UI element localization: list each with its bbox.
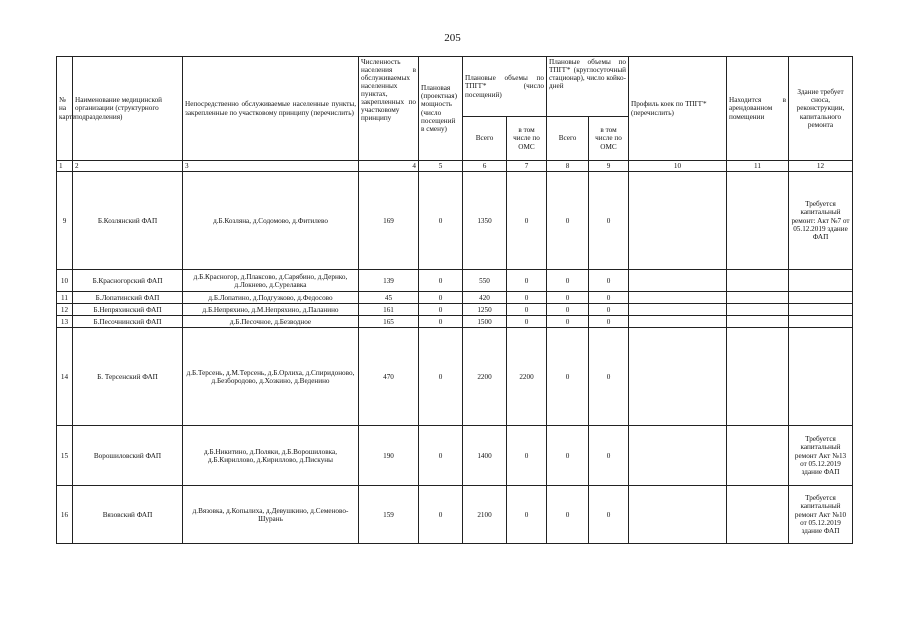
cell-beds-total: 0	[547, 328, 589, 426]
column-number: 11	[727, 161, 789, 172]
cell-population: 45	[359, 292, 419, 304]
cell-organization-name: Б.Лопатинский ФАП	[73, 292, 183, 304]
cell-building-repair: Требуется капитальный ремонт: Акт №7 от 05.12.2019 здание ФАП	[789, 172, 853, 270]
cell-rented-premises	[727, 316, 789, 328]
cell-map-number: 12	[57, 304, 73, 316]
cell-population: 139	[359, 270, 419, 292]
cell-rented-premises	[727, 270, 789, 292]
cell-building-repair	[789, 270, 853, 292]
cell-beds-total: 0	[547, 486, 589, 544]
cell-beds-oms: 0	[589, 486, 629, 544]
cell-visits-oms: 0	[507, 316, 547, 328]
cell-rented-premises	[727, 304, 789, 316]
header-served-points: Непосредственно обслуживаемые населенные пункты, закрепленные по участковому принципу (перечислить)	[183, 57, 359, 161]
cell-bed-profile	[629, 486, 727, 544]
cell-visits-oms: 0	[507, 304, 547, 316]
cell-planned-capacity: 0	[419, 316, 463, 328]
column-number: 7	[507, 161, 547, 172]
cell-visits-oms: 0	[507, 426, 547, 486]
column-number: 4	[359, 161, 419, 172]
cell-building-repair	[789, 304, 853, 316]
cell-building-repair	[789, 292, 853, 304]
cell-beds-total: 0	[547, 426, 589, 486]
cell-map-number: 9	[57, 172, 73, 270]
table-row	[57, 270, 853, 292]
header-map-number: № на карте	[57, 57, 73, 161]
cell-visits-oms: 0	[507, 292, 547, 304]
cell-visits-total: 1250	[463, 304, 507, 316]
page-number: 205	[444, 32, 461, 44]
cell-building-repair	[789, 316, 853, 328]
column-number: 12	[789, 161, 853, 172]
table-row	[57, 172, 853, 270]
cell-visits-oms: 0	[507, 270, 547, 292]
cell-visits-total: 2100	[463, 486, 507, 544]
cell-visits-oms: 0	[507, 172, 547, 270]
cell-organization-name: Б. Терсенский ФАП	[73, 328, 183, 426]
cell-beds-total: 0	[547, 270, 589, 292]
cell-population: 190	[359, 426, 419, 486]
header-organization-name: Наименование медицинской организации (структурного подразделения)	[73, 57, 183, 161]
cell-served-points: д.Б.Песочное, д.Безводное	[183, 316, 359, 328]
cell-beds-oms: 0	[589, 426, 629, 486]
table-row	[57, 328, 853, 426]
cell-population: 161	[359, 304, 419, 316]
cell-rented-premises	[727, 292, 789, 304]
cell-beds-total: 0	[547, 316, 589, 328]
cell-map-number: 16	[57, 486, 73, 544]
cell-bed-profile	[629, 304, 727, 316]
column-number: 3	[183, 161, 359, 172]
column-number: 6	[463, 161, 507, 172]
header-beds-oms: в том числе по ОМС	[589, 117, 629, 161]
cell-beds-oms: 0	[589, 270, 629, 292]
header-building-repair: Здание требует сноса, реконструкции, капитального ремонта	[789, 57, 853, 161]
cell-beds-oms: 0	[589, 316, 629, 328]
cell-map-number: 13	[57, 316, 73, 328]
cell-beds-oms: 0	[589, 292, 629, 304]
cell-beds-oms: 0	[589, 304, 629, 316]
cell-map-number: 14	[57, 328, 73, 426]
cell-visits-total: 1500	[463, 316, 507, 328]
table-row	[57, 486, 853, 544]
header-visits-oms: в том числе по ОМС	[507, 117, 547, 161]
cell-visits-total: 1400	[463, 426, 507, 486]
cell-map-number: 15	[57, 426, 73, 486]
cell-visits-oms: 2200	[507, 328, 547, 426]
column-number-row	[57, 161, 853, 172]
cell-planned-capacity: 0	[419, 292, 463, 304]
cell-population: 165	[359, 316, 419, 328]
cell-bed-profile	[629, 316, 727, 328]
cell-visits-total: 420	[463, 292, 507, 304]
cell-bed-profile	[629, 172, 727, 270]
cell-rented-premises	[727, 328, 789, 426]
cell-planned-capacity: 0	[419, 328, 463, 426]
cell-served-points: д.Вязовка, д.Копылиха, д.Девушкино, д.Семеново-Шурань	[183, 486, 359, 544]
cell-beds-total: 0	[547, 292, 589, 304]
cell-beds-total: 0	[547, 304, 589, 316]
cell-visits-total: 1350	[463, 172, 507, 270]
column-number: 1	[57, 161, 73, 172]
cell-rented-premises	[727, 426, 789, 486]
column-number: 10	[629, 161, 727, 172]
cell-beds-total: 0	[547, 172, 589, 270]
column-number: 9	[589, 161, 629, 172]
cell-served-points: д.Б.Непряхино, д.М.Непряхино, д.Паланино	[183, 304, 359, 316]
cell-population: 470	[359, 328, 419, 426]
cell-served-points: д.Б.Терсень, д.М.Терсень, д.Б.Орлиха, д.Спиридоново, д.Безбородово, д.Хозкино, д.Веденино	[183, 328, 359, 426]
cell-served-points: д.Б.Лопатино, д.Подгузково, д.Федосово	[183, 292, 359, 304]
cell-served-points: д.Б.Никитино, д.Поляки, д.Б.Ворошиловка, д.Б.Кириллово, д.Кириллово, д.Пискуны	[183, 426, 359, 486]
cell-organization-name: Б.Песочнинский ФАП	[73, 316, 183, 328]
cell-organization-name: Ворошиловский ФАП	[73, 426, 183, 486]
header-planned-bed-days: Плановые объемы по ТПГГ* (круглосуточный стационар), число койко-дней	[547, 57, 629, 117]
header-bed-profile: Профиль коек по ТПГГ* (перечислить)	[629, 57, 727, 161]
cell-organization-name: Вязовский ФАП	[73, 486, 183, 544]
header-rented-premises: Находится в арендованном помещении	[727, 57, 789, 161]
facilities-table	[56, 56, 853, 544]
column-number: 8	[547, 161, 589, 172]
cell-beds-oms: 0	[589, 172, 629, 270]
cell-population: 169	[359, 172, 419, 270]
cell-organization-name: Б.Красногорский ФАП	[73, 270, 183, 292]
column-number: 5	[419, 161, 463, 172]
cell-visits-oms: 0	[507, 486, 547, 544]
cell-map-number: 11	[57, 292, 73, 304]
cell-rented-premises	[727, 172, 789, 270]
column-number: 2	[73, 161, 183, 172]
cell-planned-capacity: 0	[419, 270, 463, 292]
cell-planned-capacity: 0	[419, 172, 463, 270]
cell-organization-name: Б.Непряхинский ФАП	[73, 304, 183, 316]
header-planned-capacity: Плановая (проектная) мощность (число посещений в смену)	[419, 57, 463, 161]
header-population: Численность населения в обслуживаемых населенных пунктах, закрепленных по участковому принципу	[359, 57, 419, 161]
table-row	[57, 426, 853, 486]
cell-map-number: 10	[57, 270, 73, 292]
cell-population: 159	[359, 486, 419, 544]
cell-beds-oms: 0	[589, 328, 629, 426]
cell-planned-capacity: 0	[419, 426, 463, 486]
table-row	[57, 316, 853, 328]
header-visits-total: Всего	[463, 117, 507, 161]
cell-visits-total: 2200	[463, 328, 507, 426]
header-planned-visits: Плановые объемы по ТПГГ* (число посещений)	[463, 57, 547, 117]
table-row	[57, 292, 853, 304]
cell-bed-profile	[629, 426, 727, 486]
header-beds-total: Всего	[547, 117, 589, 161]
cell-building-repair: Требуется капитальный ремонт Акт №10 от 05.12.2019 здание ФАП	[789, 486, 853, 544]
cell-visits-total: 550	[463, 270, 507, 292]
cell-rented-premises	[727, 486, 789, 544]
table-row	[57, 304, 853, 316]
cell-building-repair	[789, 328, 853, 426]
cell-planned-capacity: 0	[419, 304, 463, 316]
cell-bed-profile	[629, 270, 727, 292]
cell-organization-name: Б.Козлянский ФАП	[73, 172, 183, 270]
cell-building-repair: Требуется капитальный ремонт Акт №13 от 05.12.2019 здание ФАП	[789, 426, 853, 486]
cell-bed-profile	[629, 328, 727, 426]
cell-bed-profile	[629, 292, 727, 304]
cell-planned-capacity: 0	[419, 486, 463, 544]
cell-served-points: д.Б.Козляна, д.Содомово, д.Фитилево	[183, 172, 359, 270]
cell-served-points: д.Б.Красногор, д.Плаксово, д.Сарябино, д.Дернко, д.Локнево, д.Сурелавка	[183, 270, 359, 292]
